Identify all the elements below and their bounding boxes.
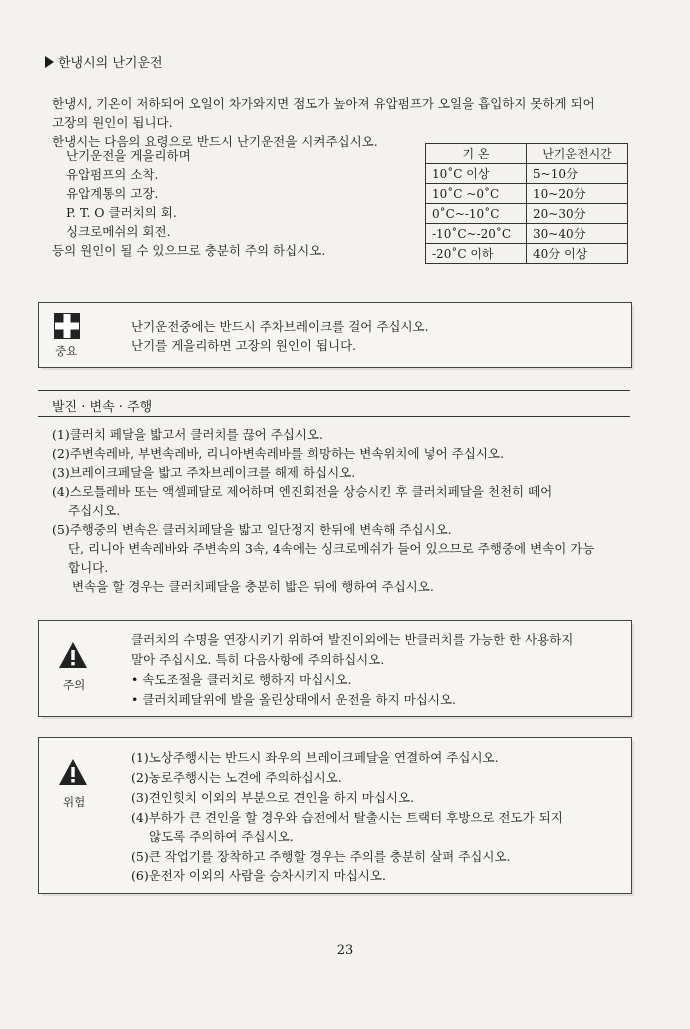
caution-notice-box bbox=[38, 620, 632, 717]
table-cell-temperature: 0˚C~-10˚C bbox=[426, 204, 527, 224]
page-number: 23 bbox=[336, 943, 354, 958]
driving-steps-list bbox=[52, 425, 594, 596]
cause-item: 난기운전을 게을리하며 bbox=[66, 148, 191, 163]
cause-item: P. T. O 클러치의 회. bbox=[66, 205, 177, 220]
section-title-cold-warmup bbox=[45, 52, 163, 71]
danger-line: (6)운전자 이외의 사람을 승차시키지 마십시오. bbox=[131, 868, 386, 883]
warning-triangle-icon bbox=[58, 641, 88, 669]
caution-bullet: • 속도조절을 클러치로 행하지 마십시오. bbox=[131, 672, 352, 687]
intro-line: 고장의 원인이 됩니다. bbox=[52, 115, 173, 130]
table-cell-time: 5~10分 bbox=[527, 164, 628, 184]
table-row bbox=[426, 184, 628, 204]
table-cell-temperature: -20˚C 이하 bbox=[426, 244, 527, 264]
caution-bullet: • 클러치페달위에 발을 올린상태에서 운전을 하지 마십시오. bbox=[131, 692, 456, 707]
section-divider-bottom bbox=[38, 416, 630, 417]
table-header-row bbox=[426, 144, 628, 164]
table-header-warmup-time: 난기운전시간 bbox=[527, 144, 628, 164]
step-item: (5)주행중의 변속은 클러치페달을 밟고 일단정지 한뒤에 변속해 주십시오. bbox=[52, 522, 452, 537]
step-note: 단, 리니아 변속레바와 주변속의 3속, 4속에는 싱크로메쉬가 들어 있으므로 주행중에 변속이 가능 bbox=[68, 541, 595, 556]
table-row bbox=[426, 244, 628, 264]
table-row bbox=[426, 224, 628, 244]
danger-line: (3)견인힛치 이외의 부분으로 견인을 하지 마십시오. bbox=[131, 790, 415, 805]
important-line: 난기운전중에는 반드시 주차브레이크를 걸어 주십시오. bbox=[131, 319, 429, 334]
step-note: 변속을 할 경우는 클러치페달을 충분히 밟은 뒤에 행하여 주십시오. bbox=[72, 579, 434, 594]
danger-line: (5)큰 작업기를 장착하고 주행할 경우는 주의를 충분히 살펴 주십시오. bbox=[131, 849, 511, 864]
important-label: 중요 bbox=[55, 344, 78, 358]
important-notice-box bbox=[38, 302, 632, 368]
important-line: 난기를 게을리하면 고장의 원인이 됩니다. bbox=[131, 338, 357, 353]
danger-label: 위험 bbox=[63, 795, 86, 809]
danger-line: (4)부하가 큰 견인을 할 경우와 습전에서 탈출시는 트랙터 후방으로 전도가 되지 bbox=[131, 810, 563, 825]
table-row bbox=[426, 164, 628, 184]
table-cell-temperature: 10˚C ~0˚C bbox=[426, 184, 527, 204]
danger-line: (1)노상주행시는 반드시 좌우의 브레이크페달을 연결하여 주십시오. bbox=[131, 750, 499, 765]
table-header-temperature: 기 온 bbox=[426, 144, 527, 164]
intro-line: 한냉시는 다음의 요령으로 반드시 난기운전을 시켜주십시오. bbox=[52, 134, 378, 149]
step-item-continuation: 주십시오. bbox=[68, 503, 121, 518]
step-item: (3)브레이크페달을 밟고 주차브레이크를 해제 하십시오. bbox=[52, 465, 356, 480]
intro-line: 한냉시, 기온이 저하되어 오일이 차가와지면 점도가 높아져 유압펌프가 오일을 흡입하지 못하게 되어 bbox=[52, 96, 595, 111]
cause-item: 유압계통의 고장. bbox=[66, 186, 159, 201]
important-icon bbox=[54, 313, 80, 339]
cause-item: 유압펌프의 소착. bbox=[66, 167, 159, 182]
table-cell-time: 40分 이상 bbox=[527, 244, 628, 264]
table-cell-temperature: -10˚C~-20˚C bbox=[426, 224, 527, 244]
caution-label: 주의 bbox=[63, 678, 86, 692]
step-item: (4)스로틀레바 또는 액셀페달로 제어하며 엔진회전을 상승시킨 후 클러치페달을 천천히 떼어 bbox=[52, 484, 553, 499]
step-item: (2)주변속레바, 부변속레바, 리니아변속레바를 희망하는 변속위치에 넣어 주십시오. bbox=[52, 446, 504, 461]
caution-line: 클러치의 수명을 연장시키기 위하여 발진이외에는 반클러치를 가능한 한 사용하지 bbox=[131, 632, 574, 647]
table-cell-time: 30~40分 bbox=[527, 224, 628, 244]
section-title-text: 한냉시의 난기운전 bbox=[58, 56, 163, 71]
table-row bbox=[426, 204, 628, 224]
section-divider-top bbox=[38, 390, 630, 391]
table-cell-time: 20~30分 bbox=[527, 204, 628, 224]
warmup-time-table bbox=[425, 143, 628, 264]
warning-triangle-icon bbox=[58, 758, 88, 786]
triangle-bullet-icon bbox=[45, 56, 54, 68]
step-note-continuation: 합니다. bbox=[68, 560, 109, 575]
section-title-driving: 발진 · 변속 · 주행 bbox=[52, 400, 153, 415]
cause-list bbox=[52, 146, 325, 260]
caution-line: 말아 주십시오. 특히 다음사항에 주의하십시오. bbox=[131, 652, 385, 667]
danger-line: (2)농로주행시는 노견에 주의하십시오. bbox=[131, 770, 342, 785]
cause-closing: 등의 원인이 될 수 있으므로 충분히 주의 하십시오. bbox=[52, 243, 326, 258]
danger-notice-box bbox=[38, 737, 632, 894]
table-cell-temperature: 10˚C 이상 bbox=[426, 164, 527, 184]
cause-item: 싱크로메쉬의 회전. bbox=[66, 224, 171, 239]
table-cell-time: 10~20分 bbox=[527, 184, 628, 204]
step-item: (1)클러치 페달을 밟고서 클러치를 끊어 주십시오. bbox=[52, 427, 323, 442]
danger-line-continuation: 않도록 주의하여 주십시오. bbox=[149, 829, 294, 844]
